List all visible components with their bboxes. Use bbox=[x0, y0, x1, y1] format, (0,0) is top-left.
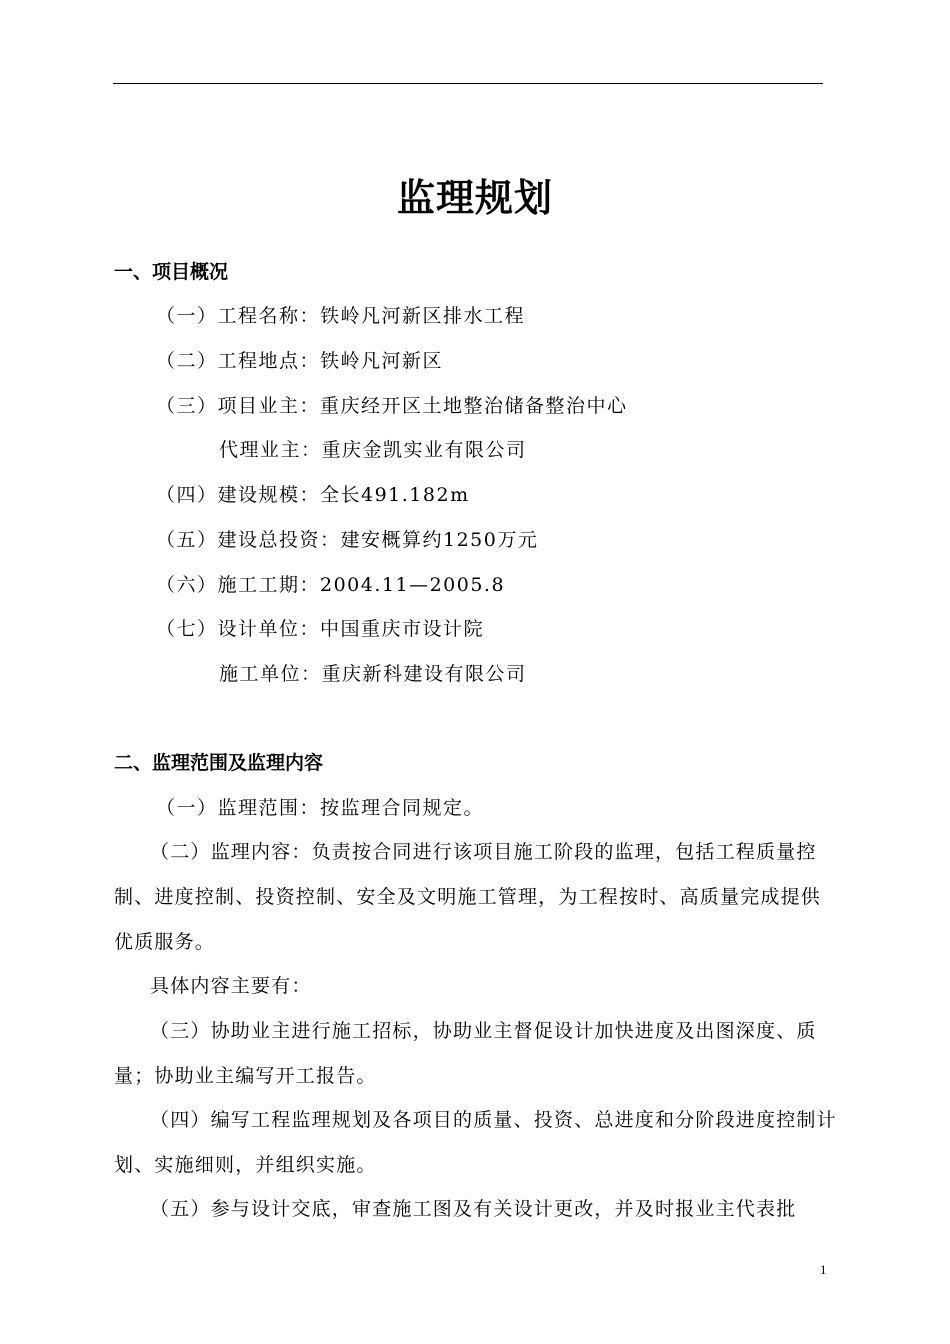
overview-item-schedule: （六）施工工期：2004.11—2005.8 bbox=[156, 574, 506, 596]
overview-item-scale: （四）建设规模：全长491.182m bbox=[156, 484, 470, 506]
scope-paragraph-item-5: （五）参与设计交底，审查施工图及有关设计更改，并及时报业主代表批 bbox=[150, 1198, 797, 1220]
overview-item-investment: （五）建设总投资：建安概算约1250万元 bbox=[156, 529, 539, 551]
overview-item-agent-owner: 代理业主：重庆金凯实业有限公司 bbox=[219, 439, 527, 461]
document-title: 监理规划 bbox=[396, 176, 553, 220]
scope-item-range: （一）监理范围：按监理合同规定。 bbox=[156, 797, 485, 819]
overview-item-owner: （三）项目业主：重庆经开区土地整治储备整治中心 bbox=[156, 395, 628, 417]
page-number: 1 bbox=[820, 1262, 827, 1277]
scope-paragraph-content: （二）监理内容：负责按合同进行该项目施工阶段的监理，包括工程质量控制、进度控制、投资控制、安全及文明施工管理，为工程按时、高质量完成提供优质服务。 bbox=[114, 841, 822, 953]
header-rule bbox=[113, 83, 823, 84]
section-heading-scope: 二、监理范围及监理内容 bbox=[114, 752, 324, 774]
overview-item-construction-unit: 施工单位：重庆新科建设有限公司 bbox=[219, 663, 527, 685]
scope-paragraph-item-4: （四）编写工程监理规划及各项目的质量、投资、总进度和分阶段进度控制计划、实施细则，并组织实施。 bbox=[114, 1109, 837, 1176]
overview-item-location: （二）工程地点：铁岭凡河新区 bbox=[156, 350, 444, 372]
scope-paragraph-item-3: （三）协助业主进行施工招标，协助业主督促设计加快进度及出图深度、质量；协助业主编写开工报告。 bbox=[114, 1020, 817, 1087]
overview-item-project-name: （一）工程名称：铁岭凡河新区排水工程 bbox=[156, 305, 526, 327]
overview-item-design-unit: （七）设计单位：中国重庆市设计院 bbox=[156, 618, 485, 640]
scope-paragraph-intro: 具体内容主要有： bbox=[150, 975, 312, 997]
section-heading-overview: 一、项目概况 bbox=[114, 261, 229, 283]
